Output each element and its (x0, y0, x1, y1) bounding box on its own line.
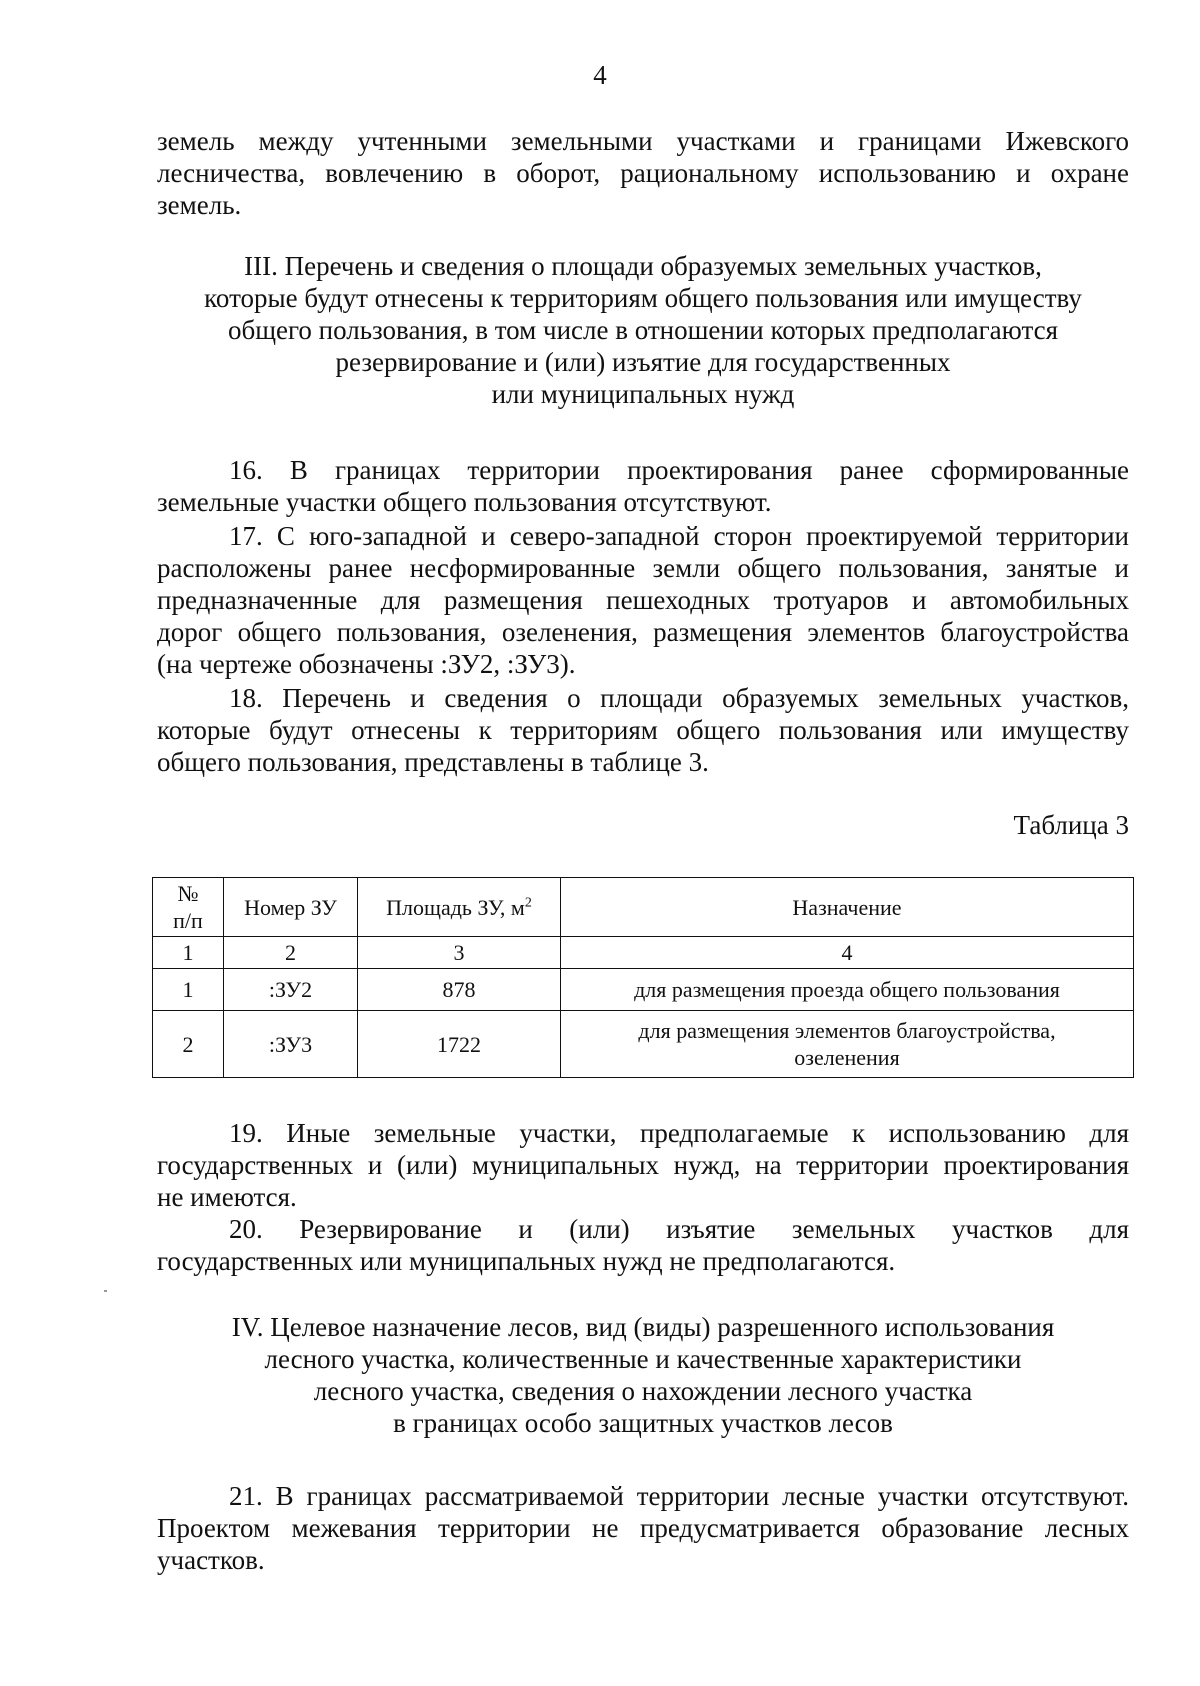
index-cell: 3 (358, 937, 561, 969)
text-line: 16. В границах территории проектирования ранее сформированные (229, 455, 1129, 485)
text-line: которые будут отнесены к территориям общего пользования или имуществу (157, 715, 1129, 745)
paragraph-17 (157, 520, 1129, 680)
text-line: 19. Иные земельные участки, предполагаемые к использованию для (229, 1118, 1129, 1148)
text-line: расположены ранее несформированные земли общего пользования, занятые и (157, 553, 1129, 583)
cell-area: 878 (358, 969, 561, 1011)
heading-line: общего пользования, в том числе в отношении которых предполагаются (228, 315, 1058, 345)
index-cell: 1 (153, 937, 224, 969)
header-cell-number (153, 878, 224, 937)
heading-line: IV. Целевое назначение лесов, вид (виды) разрешенного использования (231, 1312, 1055, 1342)
table-label: Таблица 3 (1013, 810, 1129, 840)
header-cell-area (358, 878, 561, 937)
cell-zu-number: :ЗУ2 (224, 969, 358, 1011)
text-line: государственных или муниципальных нужд не предполагаются. (157, 1246, 896, 1276)
paragraph-18 (157, 682, 1129, 778)
text-line: 21. В границах рассматриваемой территории лесные участки отсутствуют. (229, 1481, 1129, 1511)
text-line: земель. (157, 190, 242, 220)
text-line: Проектом межевания территории не предусматривается образование лесных (157, 1513, 1129, 1543)
paragraph-20 (157, 1213, 1129, 1277)
text-line: государственных и (или) муниципальных нужд, на территории проектирования (157, 1150, 1129, 1180)
purpose-line: озеленения (794, 1045, 900, 1070)
text-line: земельные участки общего пользования отсутствуют. (157, 487, 772, 517)
cell-zu-number: :ЗУ3 (224, 1011, 358, 1078)
cell-number: 2 (153, 1011, 224, 1078)
scan-mark (104, 1290, 107, 1292)
text-line: 18. Перечень и сведения о площади образуемых земельных участков, (229, 683, 1129, 713)
heading-line: или муниципальных нужд (491, 379, 795, 409)
table-row (153, 969, 1134, 1011)
header-number-line1: № (177, 881, 199, 906)
text-line: предназначенные для размещения пешеходных тротуаров и автомобильных (157, 585, 1129, 615)
header-cell-zu-number: Номер ЗУ (224, 878, 358, 937)
page-number: 4 (593, 60, 607, 90)
intro-paragraph (157, 125, 1129, 221)
table-row (153, 1011, 1134, 1078)
heading-line: в границах особо защитных участков лесов (393, 1408, 893, 1438)
heading-line: которые будут отнесены к территориям общего пользования или имуществу (204, 283, 1082, 313)
header-area-text: Площадь ЗУ, м (386, 894, 525, 920)
heading-line: лесного участка, количественные и качественные характеристики (264, 1344, 1022, 1374)
cell-area: 1722 (358, 1011, 561, 1078)
heading-line: лесного участка, сведения о нахождении лесного участка (313, 1376, 973, 1406)
paragraph-21 (157, 1480, 1129, 1576)
table-3 (152, 877, 1134, 1078)
cell-purpose (561, 969, 1134, 1011)
header-cell-purpose: Назначение (561, 878, 1134, 937)
text-line: общего пользования, представлены в таблице 3. (157, 747, 709, 777)
text-line: не имеются. (157, 1182, 297, 1212)
paragraph-19 (157, 1117, 1129, 1213)
cell-number: 1 (153, 969, 224, 1011)
text-line: участков. (157, 1545, 265, 1575)
purpose-line: для размещения элементов благоустройства, (638, 1018, 1056, 1043)
text-line: лесничества, вовлечению в оборот, рациональному использованию и охране (157, 158, 1129, 188)
index-cell: 4 (561, 937, 1134, 969)
heading-line: резервирование и (или) изъятие для государственных (335, 347, 951, 377)
text-line: 17. С юго-западной и северо-западной сторон проектируемой территории (229, 521, 1129, 551)
text-line: дорог общего пользования, озеленения, размещения элементов благоустройства (157, 617, 1129, 647)
table-index-row (153, 937, 1134, 969)
cell-purpose (561, 1011, 1134, 1078)
heading-line: III. Перечень и сведения о площади образуемых земельных участков, (244, 251, 1042, 281)
text-line: (на чертеже обозначены :ЗУ2, :ЗУ3). (157, 649, 576, 679)
index-cell: 2 (224, 937, 358, 969)
text-line: 20. Резервирование и (или) изъятие земельных участков для (229, 1214, 1129, 1244)
section-3-heading (157, 250, 1129, 410)
section-4-heading (157, 1311, 1129, 1439)
paragraph-16 (157, 454, 1129, 518)
table-header-row (153, 878, 1134, 937)
text-line: земель между учтенными земельными участками и границами Ижевского (157, 126, 1129, 156)
header-area-superscript: 2 (524, 895, 532, 911)
header-number-line2: п/п (173, 908, 203, 933)
purpose-line: для размещения проезда общего пользования (634, 977, 1060, 1002)
